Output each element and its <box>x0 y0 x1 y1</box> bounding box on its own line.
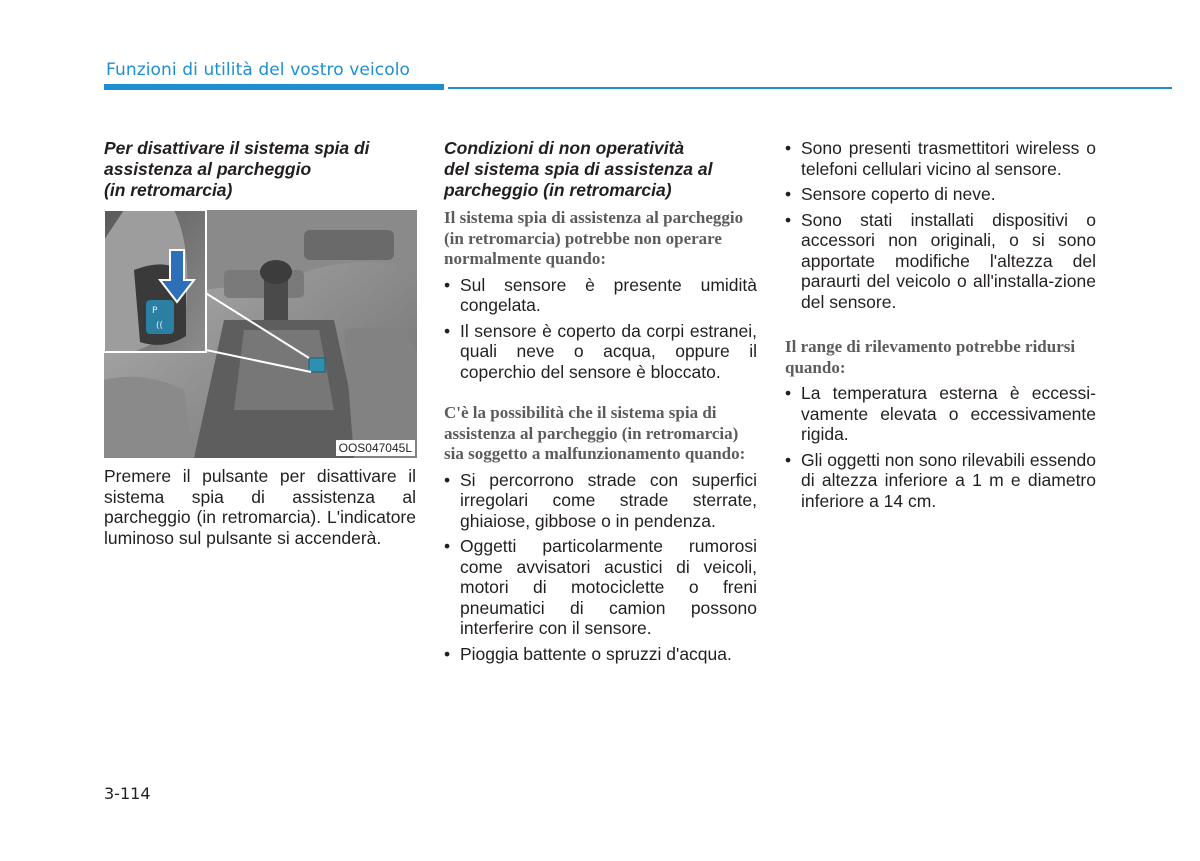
subheading-range-reduced: Il range di rilevamento potrebbe ridursi quando: <box>785 337 1076 377</box>
figure-code: OOS047045L <box>336 440 415 456</box>
bullet-list-continued <box>785 138 1096 312</box>
column-3 <box>785 138 1096 516</box>
list-item: • Sono presenti trasmettitori wireless o telefoni cellulari vicino al sensore. <box>785 138 1096 179</box>
list-item: • Oggetti particolarmente rumorosi come avvisatori acustici di veicoli, motori di motociclette o freni pneumatici di camion possono interferire con il sensore. <box>444 536 757 639</box>
column-1 <box>104 138 416 548</box>
heading-disable-system: Per disattivare il sistema spia di assistenza al parcheggio (in retromarcia) <box>104 138 370 200</box>
list-item: • Pioggia battente o spruzzi d'acqua. <box>444 644 757 665</box>
section-title: Funzioni di utilità del vostro veicolo <box>106 60 411 80</box>
list-item: • Sul sensore è presente umidità congelata. <box>444 275 757 316</box>
subheading-malfunction: C'è la possibilità che il sistema spia di assistenza al parcheggio (in retromarcia) sia soggetto a malfunzionamento quando: <box>444 403 746 463</box>
svg-text:P: P <box>152 306 158 316</box>
disable-instruction: Premere il pulsante per disattivare il sistema spia di assistenza al parcheggio (in retromarcia). L'indicatore luminoso sul pulsante si accenderà. <box>104 466 416 548</box>
bullet-list-malfunction <box>444 470 757 665</box>
list-item: • Sensore coperto di neve. <box>785 184 1096 205</box>
header-rule-thin <box>448 87 1172 89</box>
heading-non-operating-conditions: Condizioni di non operatività del sistema spia di assistenza al parcheggio (in retromarcia) <box>444 138 713 200</box>
list-item: • Il sensore è coperto da corpi estranei, quali neve o acqua, oppure il coperchio del sensore è bloccato. <box>444 321 757 383</box>
header-rule-thick <box>104 84 444 90</box>
list-item: • Si percorrono strade con superfici irregolari come strade sterrate, ghiaiose, gibbose o in pendenza. <box>444 470 757 532</box>
console-button-figure <box>104 210 417 458</box>
page-number: 3-114 <box>104 784 151 803</box>
list-item: • Sono stati installati dispositivi o accessori non originali, o si sono apportate modifiche l'altezza del paraurti del veicolo o all'installa-zione del sensore. <box>785 210 1096 313</box>
svg-text:((: (( <box>156 321 164 331</box>
subheading-may-not-operate: Il sistema spia di assistenza al parcheggio (in retromarcia) potrebbe non operare normalmente quando: <box>444 208 744 268</box>
bullet-list-range-reduced <box>785 383 1096 511</box>
list-item: • La temperatura esterna è eccessi-vamente elevata o eccessivamente rigida. <box>785 383 1096 445</box>
list-item: • Gli oggetti non sono rilevabili essendo di altezza inferiore a 1 m e diametro inferiore a 14 cm. <box>785 450 1096 512</box>
column-2 <box>444 138 757 669</box>
bullet-list-may-not-operate <box>444 275 757 383</box>
